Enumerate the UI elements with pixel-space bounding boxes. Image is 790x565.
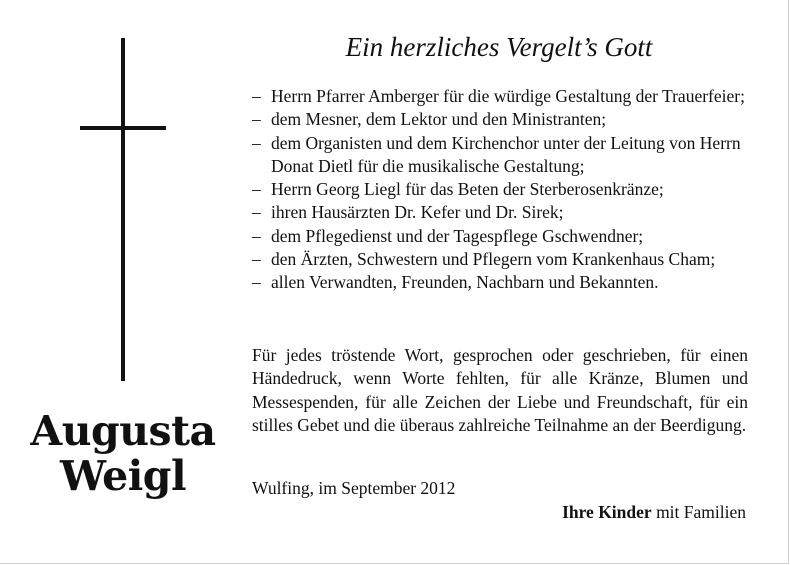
deceased-first-name: Augusta [30,407,216,455]
notice-title: Ein herzliches Vergelt’s Gott [345,32,653,62]
signature-bold: Ihre Kinder [562,502,652,522]
thanks-item-text: Herrn Pfarrer Amberger für die würdige Gestaltung der Trauerfeier; [271,86,745,106]
place-and-date: Wulfing, im September 2012 [252,478,456,498]
thanks-item-text: Herrn Georg Liegl für das Beten der Sterberosenkränze; [271,179,664,200]
cross-vertical-bar [121,38,125,381]
deceased-last-name: Weigl [59,452,187,500]
dash-bullet: – [252,202,261,223]
dash-bullet: – [252,132,261,153]
thanks-item-text: allen Verwandten, Freunden, Nachbarn und Bekannten. [271,272,659,293]
thanks-item [252,132,748,179]
signature-rest: mit Familien [656,502,746,522]
cross-horizontal-bar [80,126,166,130]
dash-bullet: – [252,225,261,246]
thanks-item-text: ihren Hausärzten Dr. Kefer und Dr. Sirek; [271,202,564,223]
dash-bullet: – [252,249,261,270]
thanks-item-text: dem Organisten und dem Kirchenchor unter der Leitung von Herrn Donat Dietl für die musikalische Gestaltung; [271,132,741,176]
signature [562,501,746,524]
dash-bullet: – [252,86,261,106]
dash-bullet: – [252,272,261,293]
thanks-item [252,248,748,271]
thanks-item [252,201,748,224]
thanks-list [252,85,748,295]
thanks-item-text: den Ärzten, Schwestern und Pflegern vom Krankenhaus Cham; [271,249,716,270]
thanks-item [252,178,748,201]
thanks-item [252,271,748,294]
thanks-item [252,225,748,248]
thanks-item [252,85,748,108]
gratitude-paragraph: Für jedes tröstende Wort, gesprochen oder geschrieben, für einen Händedruck, wenn Worte fehlten, für alle Kränze, Blumen und Messespenden, für alle Zeichen der Liebe und Freundschaft, für ein stilles Gebet und die überaus zahlreiche Teilnahme an der Beerdigung. [252,345,748,435]
dash-bullet: – [252,179,261,200]
dash-bullet: – [252,109,261,130]
thanks-item-text: dem Pflegedienst und der Tagespflege Gschwendner; [271,225,644,246]
thanks-item-text: dem Mesner, dem Lektor und den Ministranten; [271,109,607,130]
thanks-item [252,108,748,131]
